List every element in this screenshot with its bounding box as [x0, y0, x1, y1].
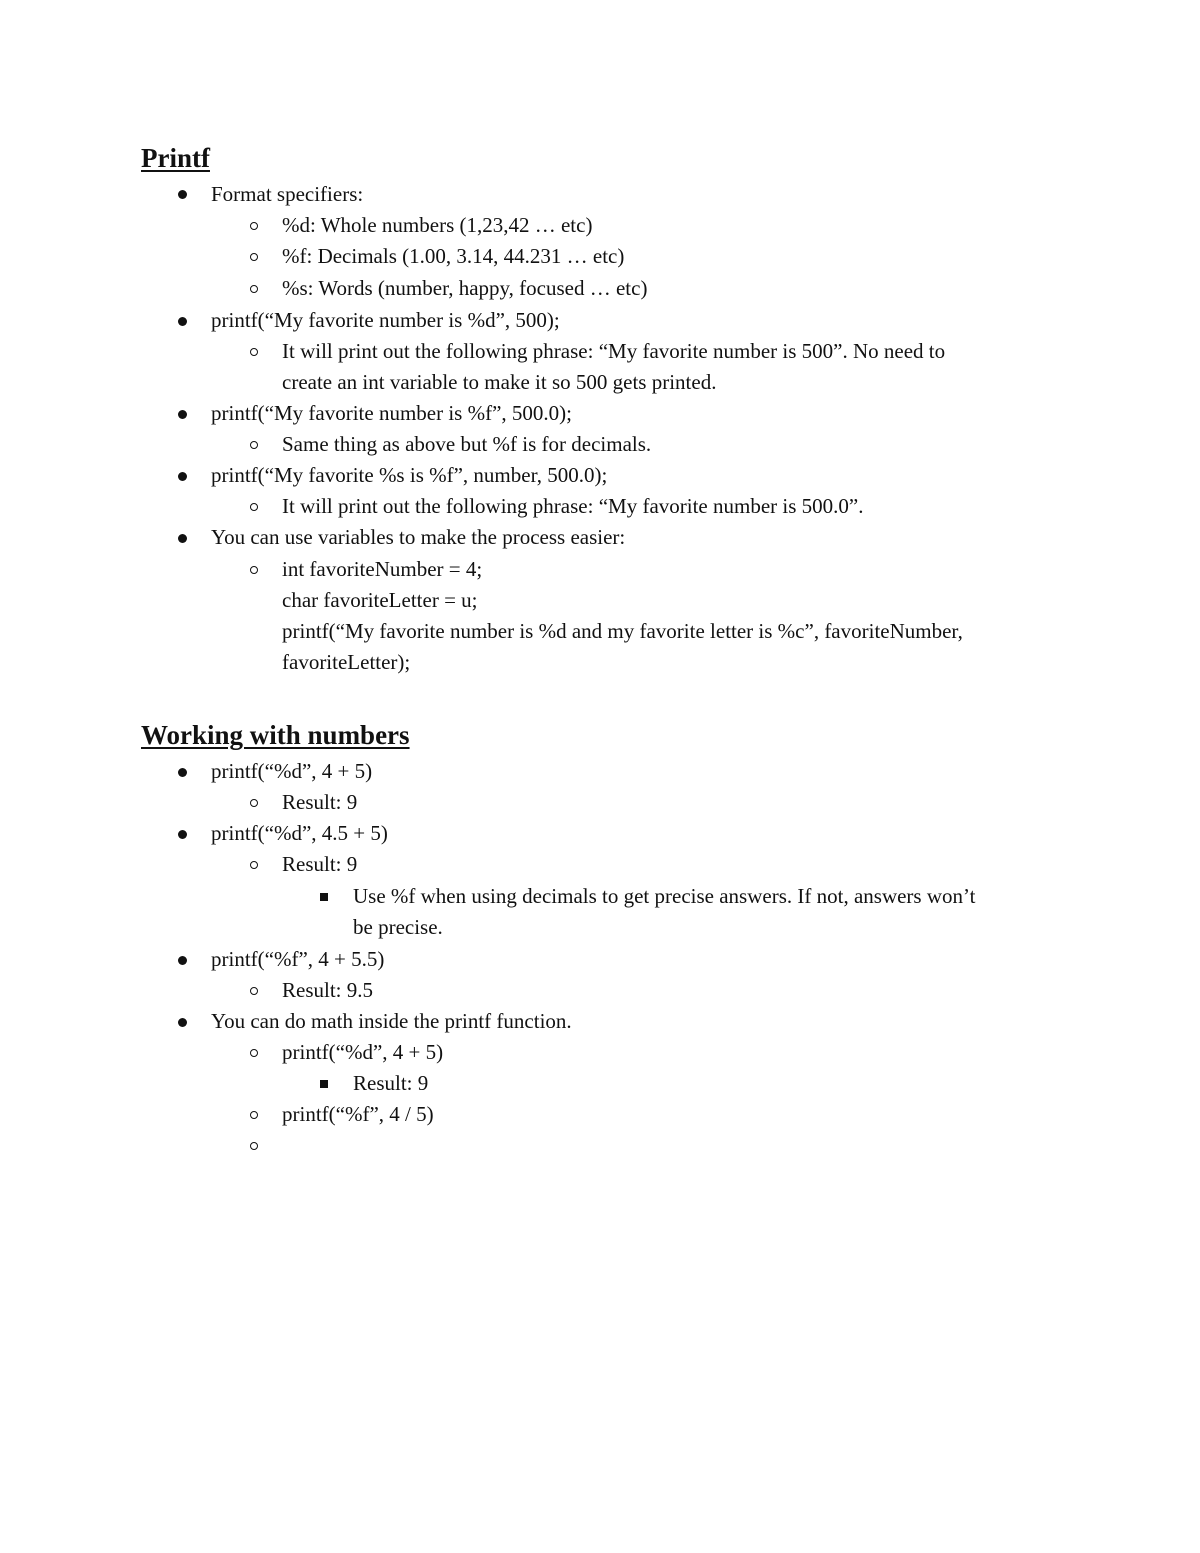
list-item: %s: Words (number, happy, focused … etc) [282, 276, 648, 300]
list-item: Result: 9 [353, 1071, 429, 1095]
bullet-disc [178, 830, 187, 839]
section-heading-working-with-numbers: Working with numbers [141, 720, 410, 750]
list-item: Result: 9 [282, 790, 358, 814]
bullet-circle [250, 1049, 258, 1057]
list-item: You can use variables to make the process easier: [211, 525, 626, 549]
list-item: You can do math inside the printf function. [211, 1009, 572, 1033]
list-item: %f: Decimals (1.00, 3.14, 44.231 … etc) [282, 244, 625, 268]
bullet-circle [250, 253, 258, 261]
bullet-circle [250, 285, 258, 293]
list-item: printf(“My favorite number is %f”, 500.0); [211, 401, 572, 425]
bullet-disc [178, 410, 187, 419]
bullet-circle [250, 222, 258, 230]
list-item: printf(“My favorite number is %d”, 500); [211, 308, 560, 332]
list-item-continuation: create an int variable to make it so 500 gets printed. [282, 370, 717, 394]
bullet-circle [250, 987, 258, 995]
bullet-disc [178, 190, 187, 199]
bullet-circle [250, 799, 258, 807]
code-line: int favoriteNumber = 4; [282, 557, 483, 581]
bullet-circle [250, 503, 258, 511]
code-line: printf(“My favorite number is %d and my favorite letter is %c”, favoriteNumber, [282, 619, 963, 643]
list-item: printf(“%f”, 4 / 5) [282, 1102, 434, 1126]
bullet-disc [178, 534, 187, 543]
list-item: It will print out the following phrase: “My favorite number is 500”. No need to [282, 339, 946, 363]
list-item: It will print out the following phrase: “My favorite number is 500.0”. [282, 494, 864, 518]
bullet-disc [178, 768, 187, 777]
bullet-circle [250, 861, 258, 869]
list-item-continuation: be precise. [353, 915, 443, 939]
list-item: Format specifiers: [211, 182, 364, 206]
list-item: Use %f when using decimals to get precise answers. If not, answers won’t [353, 884, 976, 908]
list-item: Result: 9 [282, 852, 358, 876]
list-item: Same thing as above but %f is for decimals. [282, 432, 652, 456]
list-item: %d: Whole numbers (1,23,42 … etc) [282, 213, 593, 237]
section-heading-printf: Printf [141, 143, 210, 173]
bullet-circle [250, 348, 258, 356]
bullet-circle [250, 441, 258, 449]
bullet-disc [178, 317, 187, 326]
list-item: printf(“%d”, 4.5 + 5) [211, 821, 388, 845]
code-line: favoriteLetter); [282, 650, 411, 674]
list-item: printf(“%f”, 4 + 5.5) [211, 947, 385, 971]
bullet-circle [250, 566, 258, 574]
bullet-circle [250, 1142, 258, 1150]
bullet-square [320, 1080, 328, 1088]
list-item: printf(“My favorite %s is %f”, number, 500.0); [211, 463, 608, 487]
list-item: printf(“%d”, 4 + 5) [282, 1040, 444, 1064]
bullet-disc [178, 472, 187, 481]
bullet-square [320, 893, 328, 901]
bullet-disc [178, 1018, 187, 1027]
bullet-circle [250, 1111, 258, 1119]
list-item: Result: 9.5 [282, 978, 374, 1002]
list-item: printf(“%d”, 4 + 5) [211, 759, 373, 783]
bullet-disc [178, 956, 187, 965]
code-line: char favoriteLetter = u; [282, 588, 478, 612]
